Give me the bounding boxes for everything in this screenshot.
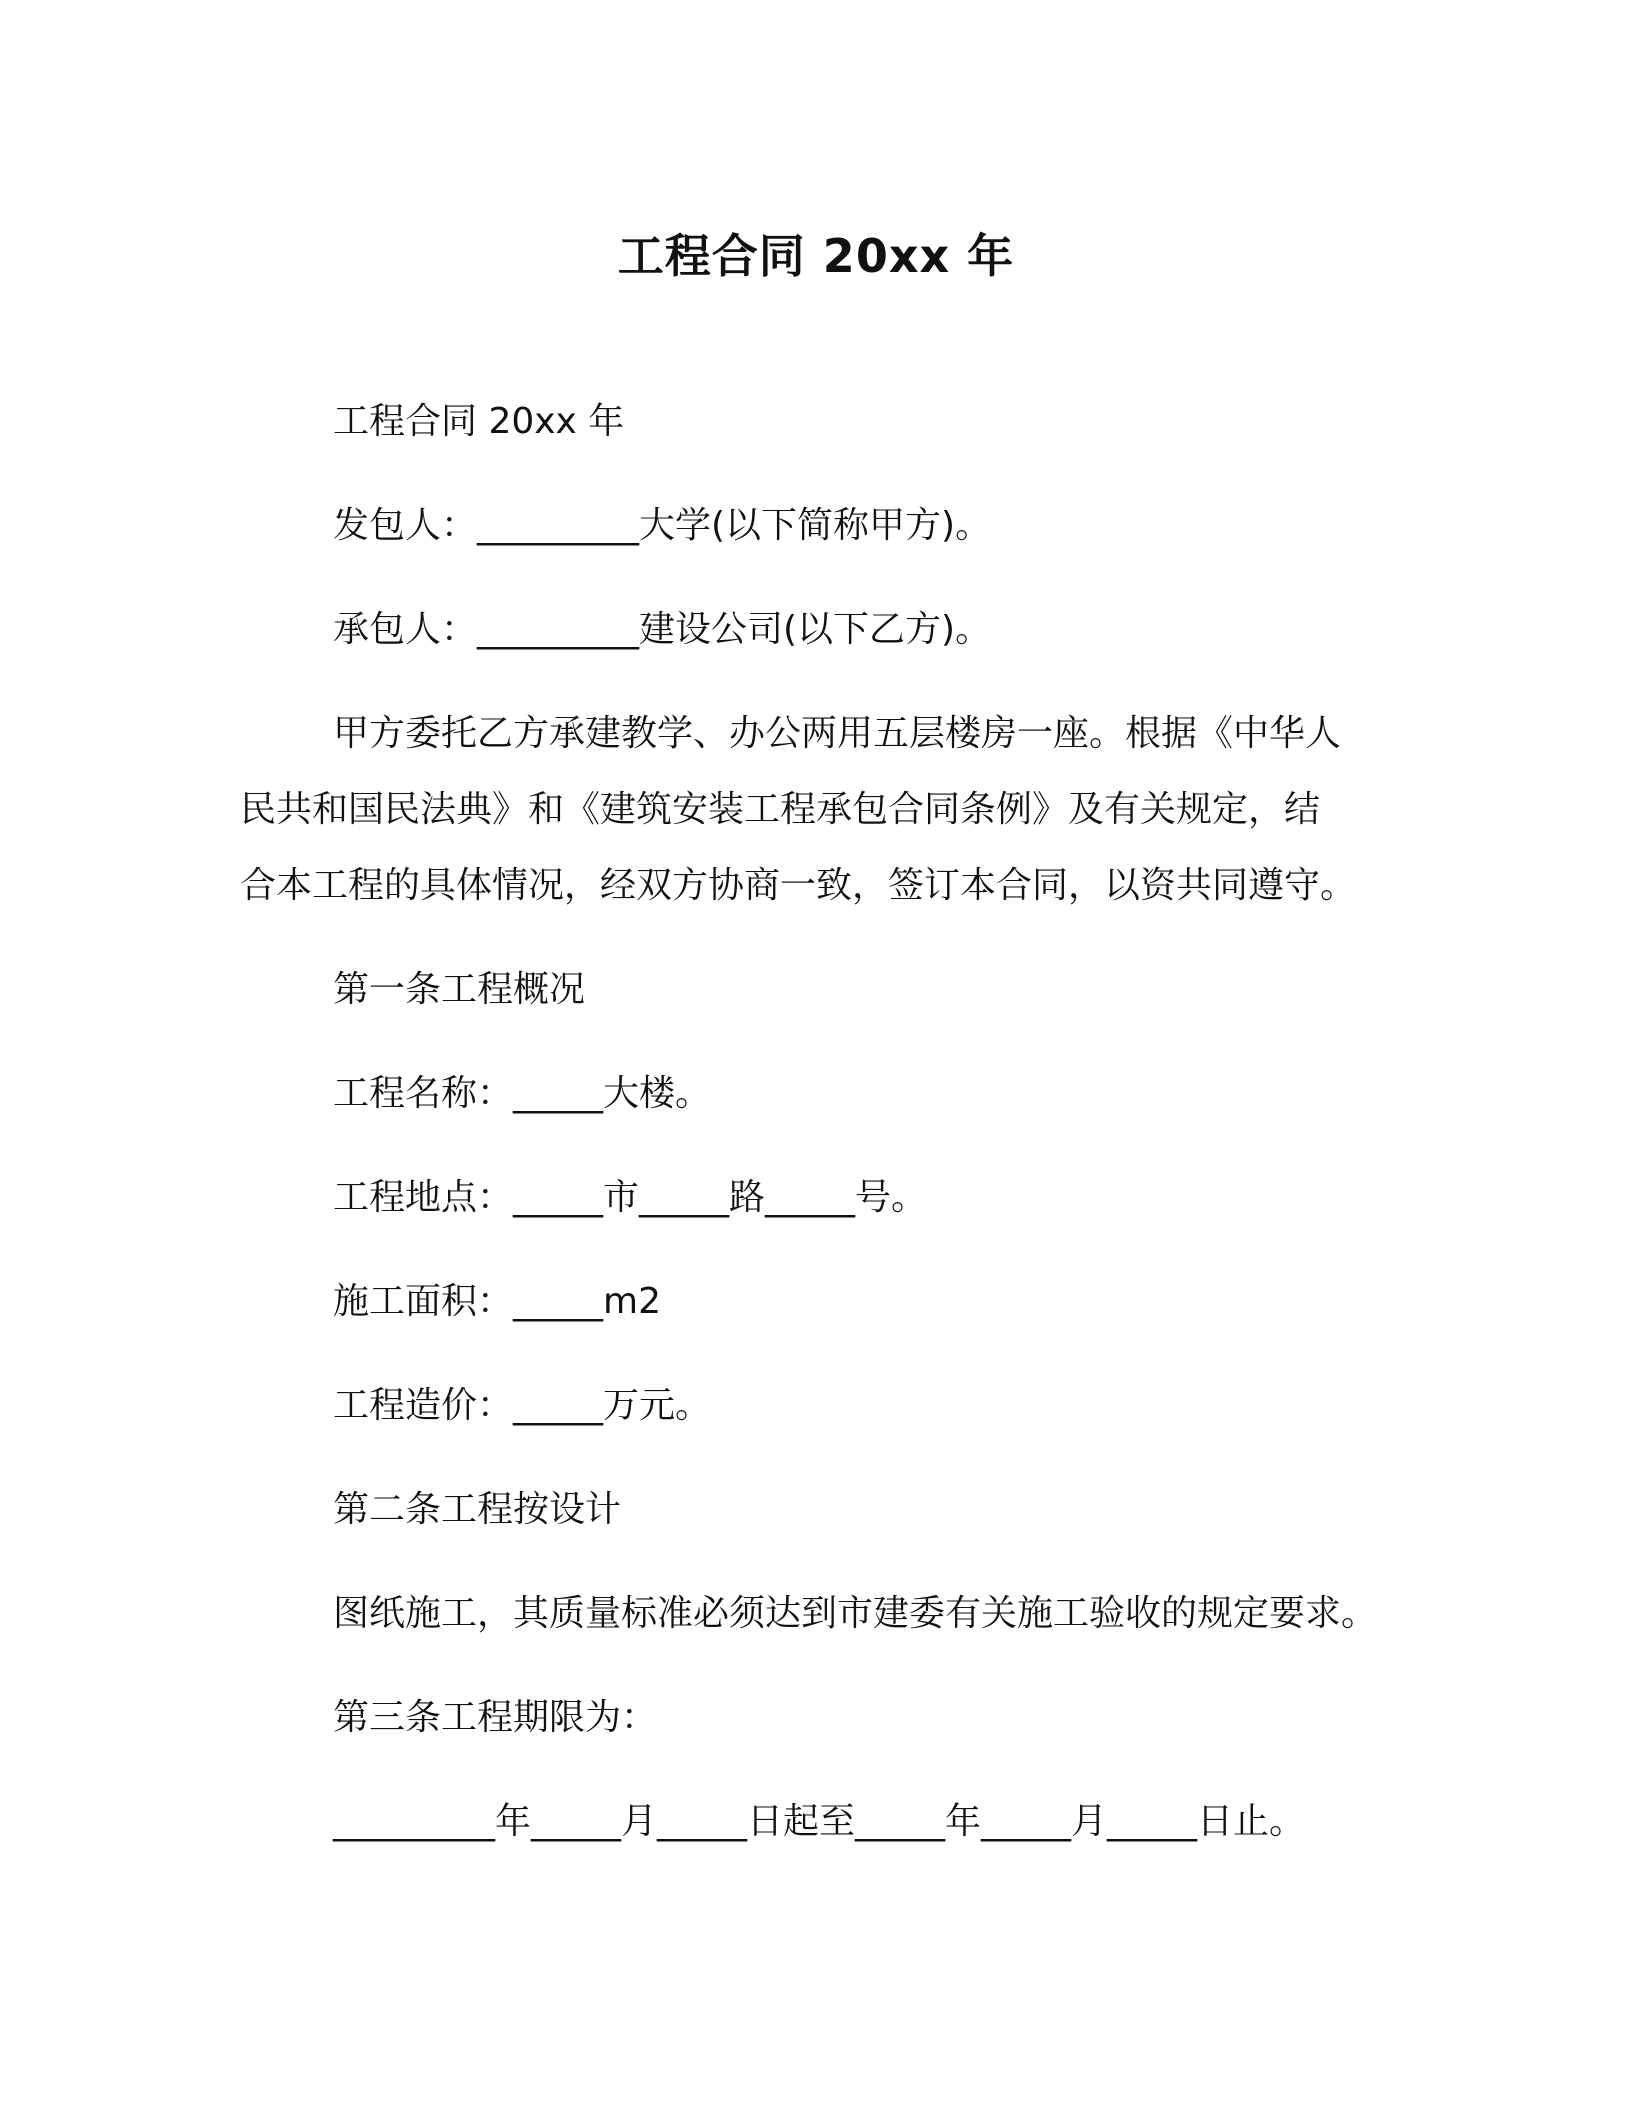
- employer-line: 发包人：_________大学(以下简称甲方)。: [333, 505, 992, 546]
- construction-area-line: 施工面积：_____m2: [333, 1281, 661, 1322]
- project-name-line: 工程名称：_____大楼。: [333, 1073, 712, 1114]
- paragraph-line-2: 民共和国民法典》和《建筑安装工程承包合同条例》及有关规定，结: [240, 789, 1321, 830]
- heading-line: 工程合同 20xx 年: [333, 401, 625, 442]
- contractor-line: 承包人：_________建设公司(以下乙方)。: [333, 609, 992, 650]
- article-3-heading: 第三条工程期限为：: [333, 1697, 658, 1738]
- article-1-heading: 第一条工程概况: [333, 969, 586, 1010]
- paragraph-line-1: 甲方委托乙方承建教学、办公两用五层楼房一座。根据《中华人: [333, 713, 1342, 754]
- document-title: 工程合同 20xx 年: [617, 229, 1015, 283]
- project-cost-line: 工程造价：_____万元。: [333, 1385, 712, 1426]
- project-period-line: _________年_____月_____日起至_____年_____月_____日止。: [333, 1801, 1306, 1842]
- article-2-text: 图纸施工，其质量标准必须达到市建委有关施工验收的规定要求。: [333, 1593, 1378, 1634]
- project-location-line: 工程地点：_____市_____路_____号。: [333, 1177, 928, 1218]
- paragraph-line-3: 合本工程的具体情况，经双方协商一致，签订本合同，以资共同遵守。: [240, 865, 1357, 906]
- article-2-heading: 第二条工程按设计: [333, 1489, 622, 1530]
